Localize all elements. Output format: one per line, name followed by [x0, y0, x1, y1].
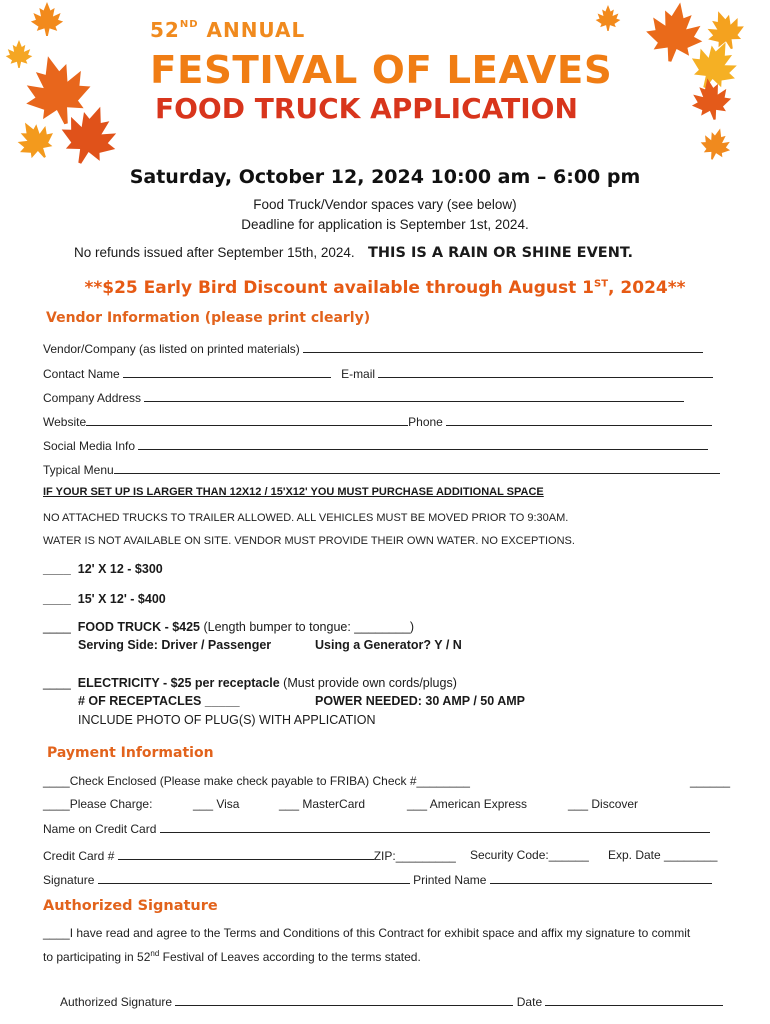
- authorized-signature-row: [60, 994, 723, 1009]
- maple-leaf-icon: [595, 5, 621, 31]
- mastercard-option[interactable]: ___ MasterCard: [279, 797, 366, 811]
- website-field[interactable]: [86, 414, 408, 426]
- terms-agreement-line2: to participating in 52nd Festival of Leaves according to the terms stated.: [43, 949, 421, 964]
- authorized-signature-label: Authorized Signature: [60, 995, 173, 1009]
- printed-name-field[interactable]: [490, 872, 712, 884]
- printed-name-label: Printed Name: [413, 873, 487, 887]
- maple-leaf-icon: [60, 105, 120, 165]
- website-row: [43, 414, 712, 429]
- receptacle-count[interactable]: # OF RECEPTACLES _____: [78, 694, 240, 708]
- option-electricity[interactable]: ____ ELECTRICITY - $25 per receptacle (Must provide own cords/plugs): [43, 676, 457, 690]
- contact-name-field[interactable]: [123, 366, 331, 378]
- signature-field[interactable]: [98, 872, 410, 884]
- refund-line: [74, 244, 633, 262]
- refund-note: No refunds issued after September 15th, 2024.: [74, 245, 355, 260]
- deadline-note: Deadline for application is September 1st, 2024.: [241, 217, 529, 232]
- authorized-section-heading: Authorized Signature: [43, 898, 218, 914]
- vendor-company-row: [43, 341, 703, 356]
- card-name-label: Name on Credit Card: [43, 822, 157, 836]
- social-row: [43, 438, 708, 453]
- power-needed: POWER NEEDED: 30 AMP / 50 AMP: [315, 694, 525, 708]
- email-field[interactable]: [378, 366, 713, 378]
- page-title: FESTIVAL OF LEAVES: [150, 48, 613, 92]
- card-number-field[interactable]: [118, 848, 374, 860]
- menu-row: [43, 462, 720, 477]
- email-label: E-mail: [341, 367, 376, 381]
- signature-label: Signature: [43, 873, 95, 887]
- date-field[interactable]: [545, 994, 723, 1006]
- address-row: [43, 390, 684, 405]
- terms-agreement-line1[interactable]: ____I have read and agree to the Terms and Conditions of this Contract for exhibit space and affix my signature to commit: [43, 926, 691, 940]
- maple-leaf-icon: [15, 120, 55, 160]
- phone-label: Phone: [408, 415, 443, 429]
- website-label: Website: [43, 415, 87, 429]
- typical-menu-label: Typical Menu: [43, 463, 114, 477]
- social-media-field[interactable]: [138, 438, 708, 450]
- generator-question: Using a Generator? Y / N: [315, 638, 462, 652]
- card-name-field[interactable]: [160, 821, 710, 833]
- option-12x12[interactable]: ____ 12' X 12 - $300: [43, 562, 163, 576]
- water-notice: WATER IS NOT AVAILABLE ON SITE. VENDOR MUST PROVIDE THEIR OWN WATER. NO EXCEPTIONS.: [43, 535, 575, 547]
- social-media-label: Social Media Info: [43, 439, 136, 453]
- serving-side: Serving Side: Driver / Passenger: [78, 638, 272, 652]
- edition-label: 52ND ANNUAL: [150, 18, 306, 42]
- early-bird-discount: **$25 Early Bird Discount available through August 1ST, 2024**: [84, 278, 686, 298]
- card-number-row: [43, 848, 456, 863]
- setup-size-notice: IF YOUR SET UP IS LARGER THAN 12X12 / 15'X12' YOU MUST PURCHASE ADDITIONAL SPACE: [43, 486, 544, 498]
- card-number-label: Credit Card #: [43, 849, 115, 863]
- date-label: Date: [516, 995, 543, 1009]
- amex-option[interactable]: ___ American Express: [407, 797, 528, 811]
- vendor-section-heading: Vendor Information (please print clearly): [46, 310, 371, 326]
- vendor-company-field[interactable]: [303, 341, 703, 353]
- option-food-truck[interactable]: ____ FOOD TRUCK - $425 (Length bumper to tongue: ________): [43, 620, 415, 634]
- card-name-row: [43, 821, 710, 836]
- authorized-signature-field[interactable]: [175, 994, 513, 1006]
- event-date: Saturday, October 12, 2024 10:00 am – 6:00 pm: [129, 166, 641, 188]
- contact-name-label: Contact Name: [43, 367, 120, 381]
- please-charge-option[interactable]: ____Please Charge:: [43, 797, 153, 811]
- check-enclosed-line[interactable]: ____Check Enclosed (Please make check payable to FRIBA) Check #________: [43, 774, 470, 788]
- company-address-label: Company Address: [43, 391, 142, 405]
- option-15x12[interactable]: ____ 15' X 12' - $400: [43, 592, 166, 606]
- discover-option[interactable]: ___ Discover: [568, 797, 639, 811]
- contact-row: [43, 366, 713, 381]
- spaces-note: Food Truck/Vendor spaces vary (see below): [253, 197, 517, 212]
- maple-leaf-icon: [700, 128, 732, 160]
- rain-or-shine-note: THIS IS A RAIN OR SHINE EVENT.: [368, 245, 634, 261]
- company-address-field[interactable]: [144, 390, 684, 402]
- payment-section-heading: Payment Information: [47, 745, 214, 761]
- maple-leaf-icon: [690, 78, 732, 120]
- security-code-field[interactable]: Security Code:______: [470, 848, 589, 862]
- plug-photo-note: INCLUDE PHOTO OF PLUG(S) WITH APPLICATION: [78, 713, 376, 727]
- phone-field[interactable]: [446, 414, 712, 426]
- trailer-notice: NO ATTACHED TRUCKS TO TRAILER ALLOWED. ALL VEHICLES MUST BE MOVED PRIOR TO 9:30AM.: [43, 512, 569, 524]
- exp-date-field[interactable]: Exp. Date ________: [608, 848, 718, 862]
- maple-leaf-icon: [30, 2, 64, 36]
- vendor-company-label: Vendor/Company (as listed on printed materials): [43, 342, 300, 356]
- check-amount-field[interactable]: ______: [690, 774, 731, 788]
- page-subtitle: FOOD TRUCK APPLICATION: [155, 92, 578, 125]
- zip-field[interactable]: ZIP:_________: [373, 849, 456, 863]
- typical-menu-field[interactable]: [114, 462, 720, 474]
- signature-row: [43, 872, 712, 887]
- visa-option[interactable]: ___ Visa: [193, 797, 240, 811]
